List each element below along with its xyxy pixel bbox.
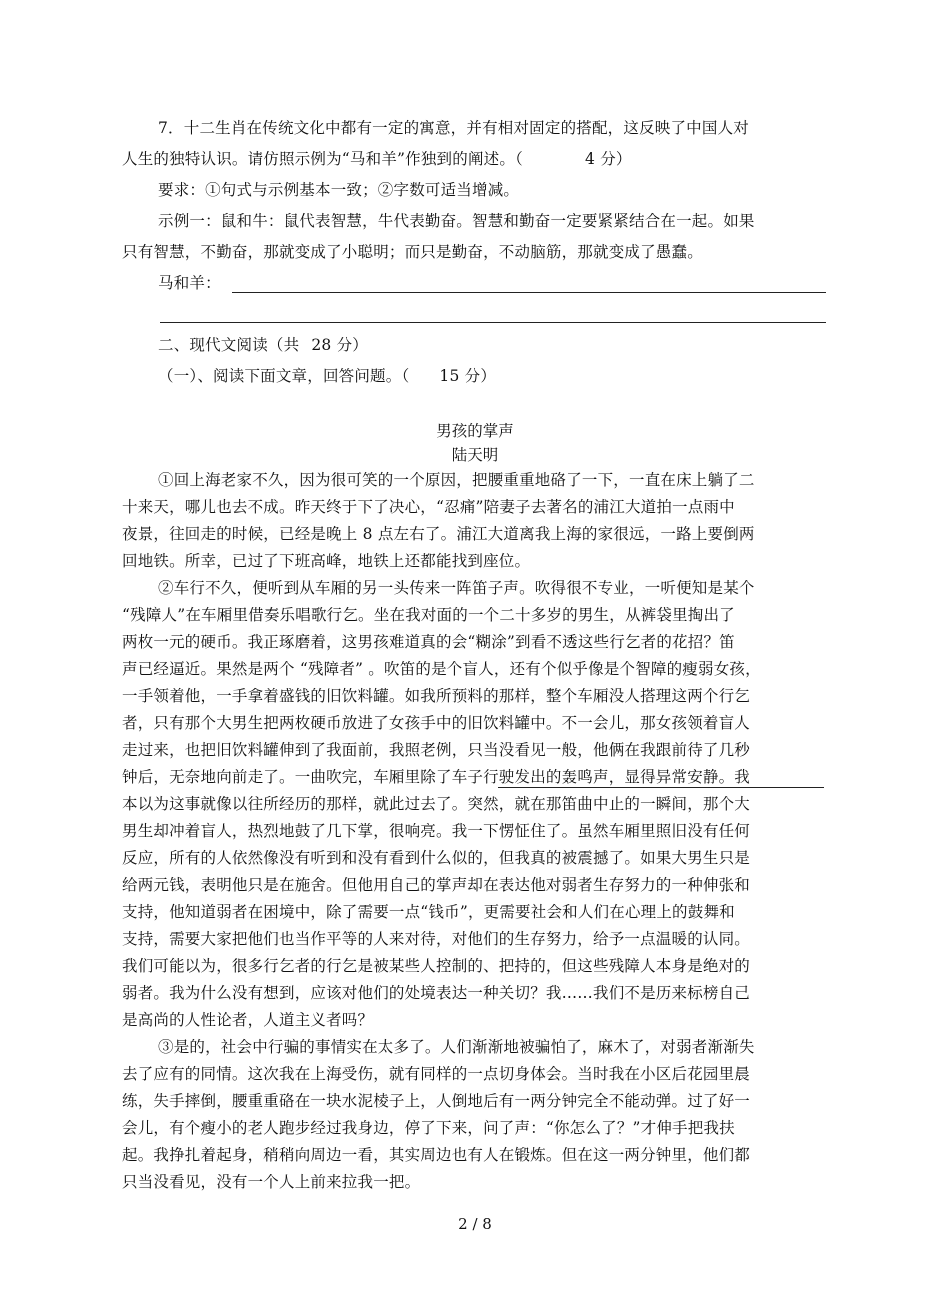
article-line: 练，失手摔倒，腰重重硌在一块水泥棱子上，人倒地后有一两分钟完全不能动弹。过了好一 [122, 1092, 751, 1110]
section-2-subscore: 15 分） [439, 367, 497, 385]
example-line-1: 示例一：鼠和牛：鼠代表智慧，牛代表勤奋。智慧和勤奋一定要紧紧结合在一起。如果 [158, 212, 755, 230]
question-7-requirement: 要求：①句式与示例基本一致；②字数可适当增减。 [158, 181, 520, 199]
article-line: 起。我挣扎着起身，稍稍向周边一看，其实周边也有人在锻炼。但在这一两分钟里，他们都 [122, 1146, 751, 1164]
article-line: 声已经逼近。果然是两个 “残障者” 。吹笛的是个盲人，还有个似乎像是个智障的瘦弱女孩， [122, 660, 761, 678]
answer-label: 马和羊： [158, 274, 221, 292]
article-line: 一手领着他，一手拿着盛钱的旧饮料罐。如我所预料的那样，整个车厢没人搭理这两个行乞 [122, 687, 751, 705]
article-line: “残障人”在车厢里借奏乐唱歌行乞。坐在我对面的一个二十多岁的男生，从裤袋里掏出了 [122, 606, 735, 624]
article-title: 男孩的掌声 [436, 422, 514, 440]
question-7-line-1: 7．十二生肖在传统文化中都有一定的寓意，并有相对固定的搭配，这反映了中国人对 [158, 119, 749, 137]
example-line-2: 只有智慧，不勤奋，那就变成了小聪明；而只是勤奋，不动脑筋，那就变成了愚蠢。 [122, 243, 703, 261]
article-line: 夜景，往回走的时候，已经是晚上 8 点左右了。浦江大道离我上海的家很远，一路上要倒两 [122, 525, 755, 543]
article-line: 本以为这事就像以往所经历的那样，就此过去了。突然，就在那笛曲中止的一瞬间，那个大 [122, 795, 751, 813]
article-line: 只当没看见，没有一个人上前来拉我一把。 [122, 1173, 421, 1191]
article-author: 陆天明 [451, 446, 499, 464]
article-line: ①回上海老家不久，因为很可笑的一个原因，把腰重重地硌了一下，一直在床上躺了二 [158, 471, 755, 489]
article-line: 十来天，哪儿也去不成。昨天终于下了决心，“忍痛”陪妻子去著名的浦江大道拍一点雨中 [122, 498, 735, 516]
section-2-subtitle-text: （一）、阅读下面文章，回答问题。（ [158, 367, 410, 385]
article-line: 弱者。我为什么没有想到，应该对他们的处境表达一种关切？我……我们不是历来标榜自己 [122, 984, 751, 1002]
page-number: 2 / 8 [458, 1215, 492, 1233]
article-line: 给两元钱，表明他只是在施舍。但他用自己的掌声却在表达他对弱者生存努力的一种伸张和 [122, 876, 751, 894]
question-7-score: 4 分） [585, 150, 632, 168]
section-2-title-text: 二、现代文阅读（共 [158, 336, 300, 354]
article-line: 是高尚的人性论者，人道主义者吗？ [122, 1011, 374, 1029]
question-7-line-2a: 人生的独特认识。请仿照示例为“马和羊”作独到的阐述。（ [122, 150, 523, 168]
article-line: 男生却冲着盲人，热烈地鼓了几下掌，很响亮。我一下愣怔住了。虽然车厢里照旧没有任何 [122, 822, 751, 840]
article-line: 我们可能以为，很多行乞者的行乞是被某些人控制的、把持的，但这些残障人本身是绝对的 [122, 957, 751, 975]
article-line: 者，只有那个大男生把两枚硬币放进了女孩手中的旧饮料罐中。不一会儿，那女孩领着盲人 [122, 714, 751, 732]
article-line: ②车行不久，便听到从车厢的另一头传来一阵笛子声。吹得很不专业，一听便知是某个 [158, 579, 755, 597]
article-line: ③是的，社会中行骗的事情实在太多了。人们渐渐地被骗怕了，麻木了，对弱者渐渐失 [158, 1038, 755, 1056]
section-2-score: 28 分） [311, 336, 368, 354]
section-2-title [158, 335, 368, 355]
article-line: 回地铁。所幸，已过了下班高峰，地铁上还都能找到座位。 [122, 552, 531, 570]
article-line: 钟后，无奈地向前走了。一曲吹完，车厢里除了车子行驶发出的轰鸣声，显得异常安静。我 [122, 768, 751, 786]
article-line: 两枚一元的硬币。我正琢磨着，这男孩难道真的会“糊涂”到看不透这些行乞者的花招？笛 [122, 633, 735, 651]
question-7-line-2 [122, 149, 632, 169]
article-line: 反应，所有的人依然像没有听到和没有看到什么似的，但我真的被震撼了。如果大男生只是 [122, 849, 751, 867]
article-line: 去了应有的同情。这次我在上海受伤，就有同样的一点切身体会。当时我在小区后花园里晨 [122, 1065, 751, 1083]
underline-mark [498, 787, 824, 788]
article-line: 走过来，也把旧饮料罐伸到了我面前，我照老例，只当没看见一般，他俩在我跟前待了几秒 [122, 741, 751, 759]
answer-line-2[interactable] [160, 322, 826, 323]
section-2-subtitle [158, 366, 496, 386]
article-line: 支持，他知道弱者在困境中，除了需要一点“钱币”，更需要社会和人们在心理上的鼓舞和 [122, 903, 735, 921]
article-line: 会儿，有个瘦小的老人跑步经过我身边，停了下来，问了声：“你怎么了？”才伸手把我扶 [122, 1119, 735, 1137]
answer-line-1[interactable] [232, 292, 826, 293]
article-line: 支持，需要大家把他们也当作平等的人来对待，对他们的生存努力，给予一点温暖的认同。 [122, 930, 751, 948]
